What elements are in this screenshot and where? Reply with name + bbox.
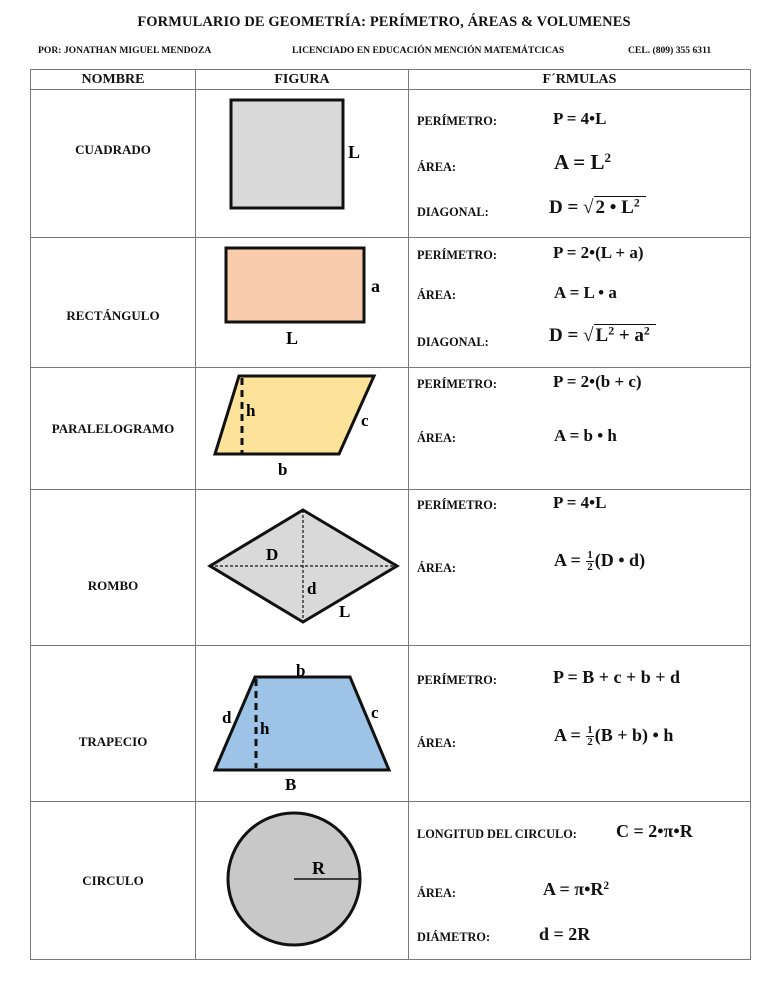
minor-diagonal-label-d: d	[307, 579, 317, 598]
side-label-d: d	[222, 708, 232, 727]
formulas-cell	[409, 490, 751, 646]
square-root-icon: √ $L^2 + a^2$	[583, 325, 656, 347]
shape-name-cell	[31, 802, 196, 960]
formula-label-perimetro: PERÍMETRO:	[417, 114, 497, 128]
table-row-rombo	[31, 490, 751, 646]
formula-perimetro: P = 4•L	[553, 109, 607, 128]
table-row-circulo	[31, 802, 751, 960]
side-label-c: c	[371, 703, 379, 722]
side-label-a: a	[371, 276, 380, 296]
shape-name-cell	[31, 490, 196, 646]
formula-perimetro: P = 2•(L + a)	[553, 243, 644, 262]
figure-cell	[196, 802, 409, 960]
author-line: POR: JONATHAN MIGUEL MENDOZA	[38, 45, 212, 56]
height-label-h: h	[260, 719, 270, 738]
formula-diagonal: D = √ 2 • $L^2$	[549, 197, 646, 219]
formula-label-area: ÁREA:	[417, 160, 456, 174]
side-label-c: c	[361, 411, 369, 430]
side-label-L: L	[348, 142, 361, 162]
formula-area: A = $\frac{1}{2}$ (B + b) • h	[554, 724, 674, 749]
formulas-cell	[409, 238, 751, 368]
formula-perimetro: P = 2•(b + c)	[553, 372, 642, 391]
formulas-cell	[409, 802, 751, 960]
formula-area: A = L • a	[554, 283, 617, 302]
major-diagonal-label-D: D	[266, 545, 279, 564]
figure-cell	[196, 238, 409, 368]
column-header-figura: FIGURA	[196, 70, 409, 90]
circle-figure-icon	[196, 802, 409, 960]
degree-line: LICENCIADO EN EDUCACIÓN MENCIÓN MATEMÁTCICAS	[292, 45, 565, 56]
shape-name-cell	[31, 368, 196, 490]
column-header-nombre: NOMBRE	[31, 70, 196, 90]
formula-label-area: ÁREA:	[417, 736, 456, 750]
side-label-L: L	[286, 328, 299, 348]
formula-longitud: C = 2•π•R	[616, 821, 693, 841]
table-row-paralelogramo	[31, 368, 751, 490]
formula-label-perimetro: PERÍMETRO:	[417, 248, 497, 262]
page-title: FORMULARIO DE GEOMETRÍA: PERÍMETRO, ÁREAS & VOLUMENES	[137, 14, 631, 30]
shape-name-cell	[31, 646, 196, 802]
shape-name-cell	[31, 90, 196, 238]
shape-name: CIRCULO	[82, 873, 144, 888]
formula-label-perimetro: PERÍMETRO:	[417, 377, 497, 391]
formula-area: $A = L^2$	[554, 149, 611, 174]
base-label-b: b	[278, 460, 288, 479]
height-label-h: h	[246, 401, 256, 420]
shape-name: TRAPECIO	[78, 734, 148, 749]
formula-label-longitud: LONGITUD DEL CIRCULO:	[417, 827, 577, 841]
formulas-cell	[409, 90, 751, 238]
formula-area: $A = \pi•R^2$	[543, 879, 610, 899]
formula-perimetro: P = B + c + b + d	[553, 667, 681, 687]
formula-diagonal: D = √ $L^2 + a^2$	[549, 325, 656, 347]
table-row-cuadrado	[31, 90, 751, 238]
formulas-cell	[409, 646, 751, 802]
rectangle-figure-icon	[196, 238, 409, 368]
formula-table	[30, 69, 751, 960]
formula-label-area: ÁREA:	[417, 431, 456, 445]
formula-area: A = b • h	[554, 426, 617, 445]
shape-name-cell	[31, 238, 196, 368]
figure-cell	[196, 490, 409, 646]
figure-cell	[196, 646, 409, 802]
formula-perimetro: P = 4•L	[553, 493, 607, 512]
shape-name: ROMBO	[87, 578, 139, 593]
formula-label-area: ÁREA:	[417, 288, 456, 302]
side-label-L: L	[339, 602, 351, 621]
formula-label-perimetro: PERÍMETRO:	[417, 673, 497, 687]
shape-name: PARALELOGRAMO	[51, 421, 175, 436]
square-figure-icon	[196, 90, 409, 238]
formula-label-area: ÁREA:	[417, 886, 456, 900]
formula-label-perimetro: PERÍMETRO:	[417, 498, 497, 512]
formula-label-area: ÁREA:	[417, 561, 456, 575]
parallelogram-figure-icon	[196, 368, 409, 490]
column-header-formulas: F´RMULAS	[409, 70, 751, 90]
radius-label-R: R	[312, 858, 325, 878]
formulas-cell	[409, 368, 751, 490]
shape-name: RECTÁNGULO	[66, 308, 160, 323]
table-header-row	[31, 70, 751, 90]
fraction-one-half: $\frac{1}{2}$	[587, 724, 593, 749]
table-row-rectangulo	[31, 238, 751, 368]
trapezoid-figure-icon	[196, 646, 409, 802]
formula-label-diagonal: DIAGONAL:	[417, 335, 489, 349]
table-row-trapecio	[31, 646, 751, 802]
formula-area: A = $\frac{1}{2}$ (D • d)	[554, 549, 646, 574]
formula-label-diagonal: DIAGONAL:	[417, 205, 489, 219]
minor-base-label-b: b	[296, 661, 306, 680]
rhombus-figure-icon	[196, 490, 409, 646]
major-base-label-B: B	[285, 775, 297, 794]
figure-cell	[196, 368, 409, 490]
phone-line: CEL. (809) 355 6311	[628, 45, 712, 56]
formula-label-diametro: DIÁMETRO:	[417, 930, 491, 944]
square-root-icon: √ 2 • $L^2$	[583, 197, 646, 219]
shape-name: CUADRADO	[75, 142, 151, 157]
figure-cell	[196, 90, 409, 238]
fraction-one-half: $\frac{1}{2}$	[587, 549, 593, 574]
formula-diametro: d = 2R	[539, 924, 591, 944]
